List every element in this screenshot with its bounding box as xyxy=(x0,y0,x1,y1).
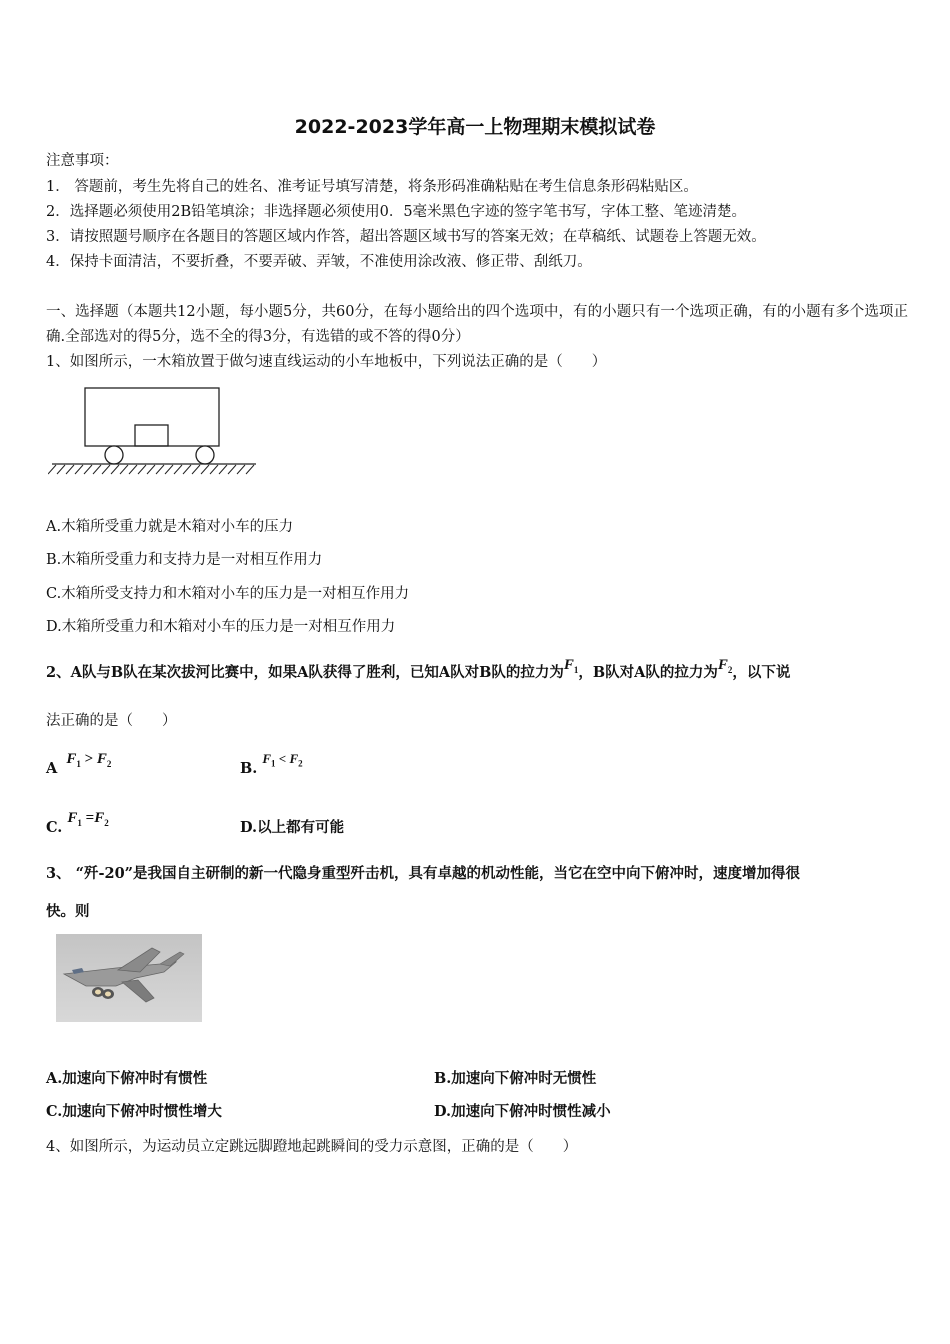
hatch-line xyxy=(183,465,191,474)
notice-item-1: 1． 答题前，考生先将自己的姓名、准考证号填写清楚，将条形码准确粘贴在考生信息条形码粘贴区。 xyxy=(46,179,698,195)
section-heading: 一、选择题（本题共12小题，每小题5分，共60分，在每小题给出的四个选项中，有的小题只有一个选项正确，有的小题有多个选项正确.全部选对的得5分，选不全的得3分，有选错的或不答的得0分） xyxy=(46,304,908,345)
question-3-stem-line1: 3、 “歼-20”是我国自主研制的新一代隐身重型歼击机，具有卓越的机动性能，当它在空中向下俯冲时，速度增加得很 xyxy=(46,865,801,882)
hatch-line xyxy=(165,465,173,474)
question-3-option-d: D.加速向下俯冲时惯性减小 xyxy=(434,1103,611,1120)
hatch-line xyxy=(129,465,137,474)
hatch-line xyxy=(237,465,245,474)
cart-wheel-left xyxy=(105,446,123,464)
formula-op: < xyxy=(278,751,287,766)
formula-sub: 2 xyxy=(104,818,109,828)
question-2-stem xyxy=(46,657,791,688)
question-2-stem-part1: 2、A队与B队在某次拔河比赛中，如果A队获得了胜利，已知A队对B队的拉力为 xyxy=(46,664,564,681)
fighter-jet-image xyxy=(56,934,202,1022)
question-2-option-a xyxy=(46,751,112,784)
option-a-formula xyxy=(66,751,111,767)
option-a-label: A xyxy=(46,760,58,777)
hatch-line xyxy=(246,465,254,474)
formula-f: F xyxy=(66,751,77,767)
question-1-option-a: A.木箱所受重力就是木箱对小车的压力 xyxy=(46,519,294,535)
hatch-line xyxy=(66,465,74,474)
hatch-line xyxy=(219,465,227,474)
formula-f: F xyxy=(67,810,78,826)
option-c-formula xyxy=(67,810,108,826)
question-3-option-a: A.加速向下俯冲时有惯性 xyxy=(46,1070,208,1087)
formula-sub: 1 xyxy=(271,758,276,769)
question-2-stem-line2: 法正确的是（ ） xyxy=(46,713,177,729)
notice-item-3: 3．请按照题号顺序在各题目的答题区域内作答，超出答题区域书写的答案无效；在草稿纸、试题卷上答题无效。 xyxy=(46,229,766,245)
hatch-line xyxy=(75,465,83,474)
page-title: 2022-2023学年高一上物理期末模拟试卷 xyxy=(294,116,656,138)
force-f2-symbol: F xyxy=(717,657,728,673)
hatch-line xyxy=(192,465,200,474)
question-2-stem-part2: ，B队对A队的拉力为 xyxy=(578,664,718,681)
notice-item-4: 4．保持卡面清洁，不要折叠，不要弄破、弄皱，不准使用涂改液、修正带、刮纸刀。 xyxy=(46,254,592,270)
cart-body xyxy=(85,388,219,446)
question-1-option-d: D.木箱所受重力和木箱对小车的压力是一对相互作用力 xyxy=(46,619,396,635)
formula-sub: 2 xyxy=(106,759,112,769)
ground-hatching xyxy=(48,465,254,474)
hatch-line xyxy=(102,465,110,474)
formula-f: F xyxy=(262,751,272,766)
wooden-box xyxy=(135,425,168,446)
formula-sub: 1 xyxy=(76,759,81,769)
hatch-line xyxy=(111,465,119,474)
cart-diagram xyxy=(48,385,260,480)
notice-heading: 注意事项： xyxy=(46,153,119,169)
hatch-line xyxy=(48,465,56,474)
formula-f: F xyxy=(94,810,105,826)
formula-op: > xyxy=(84,751,94,767)
cart-wheel-right xyxy=(196,446,214,464)
force-f1-subscript: 1 xyxy=(573,665,579,675)
hatch-line xyxy=(93,465,101,474)
hatch-line xyxy=(228,465,236,474)
question-3-option-b: B.加速向下俯冲时无惯性 xyxy=(434,1070,597,1087)
hatch-line xyxy=(84,465,92,474)
formula-f: F xyxy=(289,751,299,766)
hatch-line xyxy=(210,465,218,474)
hatch-line xyxy=(174,465,182,474)
question-2-option-d: D.以上都有可能 xyxy=(240,819,345,836)
notice-item-2: 2．选择题必须使用2B铅笔填涂；非选择题必须使用0．5毫米黑色字迹的签字笔书写，字体工整、笔迹清楚。 xyxy=(46,204,747,220)
question-2-option-c xyxy=(46,810,109,843)
hatch-line xyxy=(120,465,128,474)
question-2-stem-part3: ，以下说 xyxy=(732,664,791,681)
question-3-option-c: C.加速向下俯冲时惯性增大 xyxy=(46,1103,222,1120)
formula-f: F xyxy=(96,751,107,767)
force-f2-subscript: 2 xyxy=(727,665,733,675)
option-c-label: C. xyxy=(46,819,63,836)
question-1-stem: 1、如图所示，一木箱放置于做匀速直线运动的小车地板中，下列说法正确的是（ ） xyxy=(46,354,607,370)
hatch-line xyxy=(147,465,155,474)
formula-op: = xyxy=(85,810,95,826)
question-1-option-c: C.木箱所受支持力和木箱对小车的压力是一对相互作用力 xyxy=(46,586,410,602)
question-3-stem-line2: 快。则 xyxy=(46,903,90,920)
formula-sub: 2 xyxy=(298,758,303,769)
force-f1-symbol: F xyxy=(563,657,574,673)
force-f1 xyxy=(564,657,579,673)
formula-sub: 1 xyxy=(77,818,82,828)
hatch-line xyxy=(57,465,65,474)
hatch-line xyxy=(201,465,209,474)
question-1-option-b: B.木箱所受重力和支持力是一对相互作用力 xyxy=(46,552,323,568)
force-f2 xyxy=(718,657,733,673)
hatch-line xyxy=(138,465,146,474)
hatch-line xyxy=(156,465,164,474)
question-4-stem: 4、如图所示，为运动员立定跳远脚蹬地起跳瞬间的受力示意图，正确的是（ ） xyxy=(46,1139,578,1155)
option-b-label: B. xyxy=(240,760,258,777)
question-2-option-b xyxy=(240,751,303,784)
option-b-formula xyxy=(262,751,303,769)
